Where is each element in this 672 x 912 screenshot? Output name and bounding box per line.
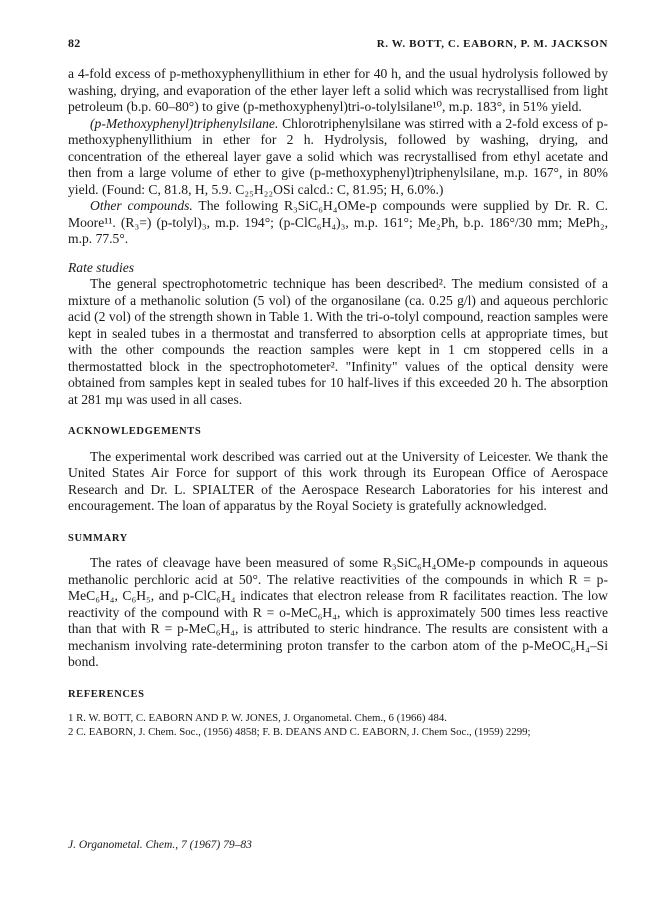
page-number: 82 xyxy=(68,36,81,50)
paragraph-text: Chlorotriphenylsilane was stirred with a 2-fold excess of p-methoxyphenyllithium in ether for 2 h. Hydrolysis, followed by washing, drying, and concentration of the ethereal layer gave a solid which was recrystallised from ethyl acetate and then from a large volume of ether to give (p-methoxyphenyl)triphenylsilane, m.p. 167°, in 80% yield. (Found: C, 81.8, H, 5.9. C₂₅H₂₂OSi calcd.: C, 81.95; H, 6.0%.) xyxy=(68,115,608,197)
page-header xyxy=(68,36,608,54)
paragraph-summary: The rates of cleavage have been measured of some R₃SiC₆H₄OMe-p compounds in aqueous methanolic perchloric acid at 50°. The relative reactivities of the compounds in which R = p-MeC₆H₄, C₆H₅, and p-ClC₆H₄ indicates that electron release from R facilitates reaction. The low reactivity of the compound with R = o-MeC₆H₄, which is approximately 500 times less reactive than that with R = p-MeC₆H₄, is attributed to steric hindrance. The results are consistent with a mechanism involving rate-determining proton transfer to the carbon atom of the p-MeOC₆H₄–Si bond. xyxy=(68,555,608,669)
paragraph-rate-studies: The general spectrophotometric technique has been described². The medium consisted of a mixture of a methanolic solution (5 vol) of the organosilane (ca. 0.25 g/l) and aqueous perchloric acid (2 vol) of the strength shown in Table 1. With the tri-o-tolyl compound, reaction samples were kept in sealed tubes in a thermostat and transferred to absorption cells at appropriate times, but with the other compounds the reaction samples were kept in 1 cm stoppered cells in a thermostatted block in the spectrophotometer². "Infinity" values of the optical density were obtained from samples kept in sealed tubes for 10 half-lives if this exceeded 20 h. The absorption at 281 mμ was used in all cases. xyxy=(68,276,608,407)
journal-footer: J. Organometal. Chem., 7 (1967) 79–83 xyxy=(68,839,252,851)
paragraph-text: The following R₃SiC₆H₄OMe-p compounds were supplied by Dr. R. C. Moore¹¹. (R₃=) (p-tolyl)₃, m.p. 194°; (p-ClC₆H₄)₃, m.p. 161°; Me₂Ph, b.p. 186°/30 mm; MePh₂, m.p. 77.5°. xyxy=(68,198,609,246)
rate-studies-heading: Rate studies xyxy=(68,259,135,275)
paragraph-other-compounds xyxy=(68,198,608,248)
paragraph-acknowledgements: The experimental work described was carried out at the University of Leicester. We thank the United States Air Force for support of this work through its European Office of Aerospace Research and Dr. L. SPIALTER of the Aerospace Research Laboratories for his interest and encouragement. The loan of apparatus by the Royal Society is gratefully acknowledged. xyxy=(68,448,608,513)
compound-heading: (p-Methoxyphenyl)triphenylsilane. xyxy=(90,115,279,131)
compound-heading: Other compounds. xyxy=(90,198,193,213)
references-heading: REFERENCES xyxy=(68,688,145,700)
running-head: R. W. BOTT, C. EABORN, P. M. JACKSON xyxy=(376,38,608,50)
article-body xyxy=(68,66,608,739)
reference-item: 1 R. W. BOTT, C. EABORN AND P. W. JONES, J. Organometal. Chem., 6 (1966) 484. xyxy=(68,712,448,724)
reference-item: 2 C. EABORN, J. Chem. Soc., (1956) 4858; F. B. DEANS AND C. EABORN, J. Chem Soc., (1959) 2299; xyxy=(68,726,531,738)
summary-heading: SUMMARY xyxy=(68,532,128,544)
paragraph-synthesis-tolyl: a 4-fold excess of p-methoxyphenyllithium in ether for 40 h, and the usual hydrolysis followed by washing, drying, and evaporation of the ether layer left a solid which was recrystallised from light petroleum (b.p. 60–80°) to give (p-methoxyphenyl)tri-o-tolylsilane¹⁰, m.p. 183°, in 51% yield. xyxy=(68,66,608,114)
acknowledgements-heading: ACKNOWLEDGEMENTS xyxy=(68,426,202,437)
paragraph-triphenylsilane xyxy=(68,116,608,199)
journal-page xyxy=(68,36,608,739)
reference-list xyxy=(68,711,608,739)
